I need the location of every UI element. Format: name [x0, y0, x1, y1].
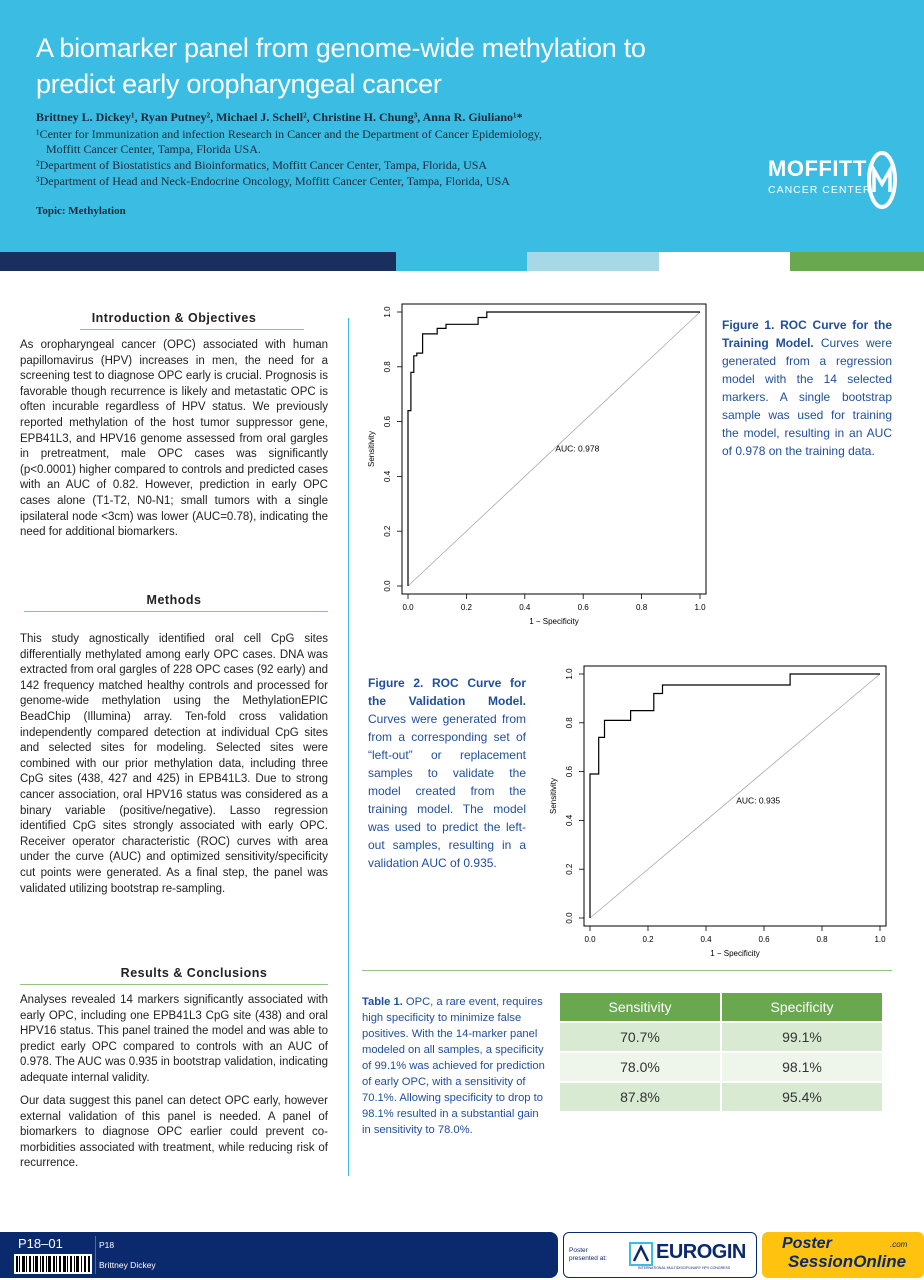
- footer-info-bar: [0, 1232, 558, 1278]
- y-axis-label: Sensitivity: [367, 430, 376, 468]
- x-axis-label: 1 − Specificity: [710, 949, 760, 958]
- x-tick-label: 0.4: [700, 935, 712, 944]
- table1-caption-text: OPC, a rare event, requires high specificity to minimize false positives. With the 14-marker panel modeled on all samples, a specificity of 99.1% was achieved for prediction of early OPC, with a sensitivity of 70.1%. Allowing specificity to drop to 98.1% resulted in a substantial gain in sensitivity to 78.0%.: [362, 996, 545, 1136]
- y-tick-label: 0.0: [565, 912, 574, 924]
- affiliation-1: ¹Center for Immunization and infection Research in Cancer and the Department of Cancer Epidemiology,: [36, 127, 542, 141]
- presented-at-line-2: presented at:: [569, 1255, 607, 1262]
- results-area-rule: [362, 970, 892, 971]
- eurogin-logo-text: EUROGIN: [656, 1241, 746, 1263]
- results-text-1: Analyses revealed 14 markers significantly associated with early OPC, including one EPB41L3 CpG site (438) and oral HPV16 status. This panel trained the model and was able to predict early OPC compared to controls with an AUC of 0.978. The AUC was 0.935 in bootstrap validation, indicating adequate internal validity.: [20, 994, 328, 1084]
- presenter-name: Brittney Dickey: [99, 1260, 156, 1270]
- y-tick-label: 0.2: [383, 525, 392, 537]
- x-tick-label: 0.8: [816, 935, 828, 944]
- x-tick-label: 1.0: [694, 603, 706, 612]
- pso-com: .com: [890, 1240, 908, 1249]
- x-tick-label: 0.8: [636, 603, 648, 612]
- table-cell: 70.7%: [560, 1023, 720, 1051]
- barcode-icon: [14, 1254, 92, 1274]
- auc-annotation: AUC: 0.978: [555, 443, 600, 454]
- topic-label: Topic: Methylation: [36, 205, 126, 217]
- methods-title: Methods: [146, 593, 202, 607]
- x-axis-label: 1 − Specificity: [529, 617, 579, 626]
- table-cell: 95.4%: [722, 1083, 882, 1111]
- session-code: P18: [99, 1240, 115, 1250]
- footer-vertical-label: [4, 1236, 14, 1274]
- table-row: [560, 1023, 882, 1051]
- results-title: Results & Conclusions: [120, 966, 268, 980]
- intro-title: Introduction & Objectives: [91, 311, 257, 325]
- band-segment-lightblue: [527, 252, 659, 271]
- y-tick-label: 1.0: [383, 306, 392, 318]
- methods-text: This study agnostically identified oral cell CpG sites differentially methylated among early OPC cases. DNA was extracted from oral gargles of 228 OPC cases (92 early) and 142 frequency matched healthy controls and processed for genome-wide methylation using the MethylationEPIC BeadChip (Illumina) array. Ten-fold cross validation independently compared detection at individual CpG sites and selected sites for modeling. Selected sites were combined with our prior methylation data, including three CpG sites (438, 427 and 425) in EPB41L3. Due to strong cancer association, oral HPV16 status was considered as a binary variable (positive/negative). Lasso regression identified CpG sites strongly associated with early OPC. Receiver operator characteristic (ROC) curves with area under the curve (AUC) and optimized sensitivity/specificity cut points were generated. As a final step, the panel was validated utilizing bootstrap re-sampling.: [20, 633, 328, 895]
- table-cell: 87.8%: [560, 1083, 720, 1111]
- footer-divider: [95, 1236, 96, 1274]
- x-tick-label: 0.2: [642, 935, 654, 944]
- figure2-caption-text: Curves were generated from from a corresponding set of “left-out” or replacement samples to validate the model created from the training model. The model was used to predict the left-out samples, resulting in a validation AUC of 0.935.: [368, 712, 526, 870]
- roc-chart-training: [362, 300, 714, 638]
- x-tick-label: 0.6: [577, 603, 589, 612]
- moffitt-m-icon: [866, 150, 898, 210]
- table1-caption: [362, 994, 546, 1138]
- poster-code: P18–01: [18, 1236, 63, 1251]
- y-tick-label: 0.6: [565, 766, 574, 778]
- results-text-2: Our data suggest this panel can detect OPC early, however external validation of this panel is needed. A panel of biomarkers to diagnose OPC earlier could prevent co-morbidities associated with treatment, while reducing risk of recurrence.: [20, 1095, 328, 1170]
- column-divider: [348, 318, 349, 1176]
- y-tick-label: 0.4: [383, 470, 392, 482]
- x-tick-label: 0.6: [758, 935, 770, 944]
- table-cell: 99.1%: [722, 1023, 882, 1051]
- y-axis-label: Sensitivity: [549, 777, 558, 815]
- table-header-row: [560, 993, 882, 1021]
- x-tick-label: 0.4: [519, 603, 531, 612]
- poster-title: [36, 30, 796, 102]
- results-rule: [20, 984, 328, 985]
- x-tick-label: 0.0: [402, 603, 414, 612]
- band-segment-blue: [396, 252, 527, 271]
- table-row: [560, 1083, 882, 1111]
- logo-sub-text: CANCER CENTER: [768, 184, 872, 196]
- reference-diagonal: [408, 312, 700, 586]
- eurogin-logo-icon: [628, 1241, 654, 1267]
- eurogin-subtitle: INTERNATIONAL MULTIDISCIPLINARY HPV CONGRESS: [638, 1266, 731, 1270]
- y-tick-label: 0.6: [383, 416, 392, 428]
- title-line-2: predict early oropharyngeal cancer: [36, 69, 442, 99]
- band-segment-green: [790, 252, 924, 271]
- moffitt-logo: [768, 150, 908, 212]
- y-tick-label: 0.4: [565, 814, 574, 826]
- x-tick-label: 1.0: [874, 935, 886, 944]
- figure2-caption: [368, 674, 526, 872]
- intro-text: As oropharyngeal cancer (OPC) associated with human papillomavirus (HPV) increases in men, the need for a screening test to diagnose OPC early is crucial. Prognosis is favorable though recurrence is likely and metastatic OPC is often incurable regardless of HPV status. We previously reported methylation of the host tumor suppressor gene, EPB41L3, and HPV16 genome assessed from oral gargles in pretreatment, male OPC cases was significantly (p<0.0001) higher compared to controls and predicted cases with an AUC of 0.82. However, prediction in early OPC cases alone (T1-T2, N0-N1; small tumors with a single ipsilateral node <3cm) was lower (AUC=0.78), indicating the need for additional biomarkers.: [20, 339, 328, 539]
- table-header-specificity: Specificity: [722, 993, 882, 1021]
- table1-caption-title: Table 1.: [362, 996, 403, 1008]
- intro-rule: [80, 329, 304, 330]
- table-cell: 78.0%: [560, 1053, 720, 1081]
- y-tick-label: 0.8: [565, 717, 574, 729]
- authors: Brittney L. Dickey¹, Ryan Putney², Michael J. Schell², Christine H. Chung³, Anna R. Giuliano¹*: [36, 110, 523, 124]
- figure1-caption-title: Figure 1. ROC Curve for the Training Model.: [722, 318, 892, 350]
- y-tick-label: 0.8: [383, 361, 392, 373]
- auc-annotation: AUC: 0.935: [736, 795, 781, 806]
- x-tick-label: 0.2: [460, 603, 472, 612]
- presented-at-line-1: Poster: [569, 1247, 588, 1254]
- figure2-caption-title: Figure 2. ROC Curve for the Validation Model.: [368, 676, 526, 708]
- affiliation-2: ²Department of Biostatistics and Bioinformatics, Moffitt Cancer Center, Tampa, Florida, USA: [36, 158, 488, 172]
- y-tick-label: 1.0: [565, 668, 574, 680]
- results-table: [558, 991, 884, 1113]
- band-segment-navy: [0, 252, 396, 271]
- roc-chart-validation: [540, 652, 892, 964]
- table-cell: 98.1%: [722, 1053, 882, 1081]
- methods-rule: [24, 611, 328, 612]
- figure1-caption-text: Curves were generated from a regression model with the 14 selected markers. A single bootstrap sample was used for training the model, resulting in an AUC of 0.978 on the training data.: [722, 336, 892, 458]
- poster-session-online-logo: [762, 1232, 924, 1278]
- pso-line-2: SessionOnline: [788, 1252, 907, 1271]
- pso-line-1: Poster: [782, 1235, 832, 1252]
- table-header-sensitivity: Sensitivity: [560, 993, 720, 1021]
- logo-main-text: MOFFITT: [768, 156, 867, 181]
- table-row: [560, 1053, 882, 1081]
- y-tick-label: 0.2: [565, 863, 574, 875]
- y-tick-label: 0.0: [383, 580, 392, 592]
- eurogin-box: [563, 1232, 757, 1278]
- affiliation-3: ³Department of Head and Neck-Endocrine Oncology, Moffitt Cancer Center, Tampa, Florida, USA: [36, 174, 510, 188]
- x-tick-label: 0.0: [584, 935, 596, 944]
- title-line-1: A biomarker panel from genome-wide methylation to: [36, 33, 646, 63]
- band-segment-white: [659, 252, 790, 271]
- figure1-caption: [722, 316, 892, 460]
- affiliation-1-cont: Moffitt Cancer Center, Tampa, Florida USA.: [46, 142, 261, 156]
